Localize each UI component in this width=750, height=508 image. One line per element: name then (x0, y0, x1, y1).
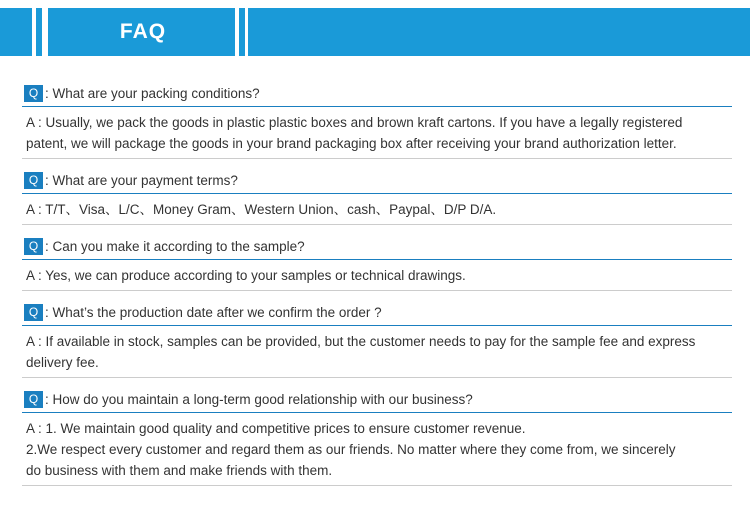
question-badge: Q (24, 304, 43, 321)
question-badge: Q (24, 238, 43, 255)
question-row (22, 80, 732, 107)
banner-segment (248, 8, 750, 56)
answer-block (22, 194, 732, 225)
answer-line: A : Yes, we can produce according to your samples or technical drawings. (26, 268, 466, 283)
answer-block (22, 260, 732, 291)
answer-line: A : Usually, we pack the goods in plastic plastic boxes and brown kraft cartons. If you have a legally registered (26, 115, 683, 130)
faq-item (22, 80, 732, 159)
faq-list (22, 80, 732, 494)
answer-block (22, 413, 732, 486)
faq-item (22, 299, 732, 378)
answer-block (22, 107, 732, 159)
question-text: : What are your packing conditions? (45, 85, 260, 101)
banner-segment (239, 8, 245, 56)
answer-line: A : If available in stock, samples can be provided, but the customer needs to pay for the sample fee and express (26, 334, 696, 349)
question-badge: Q (24, 85, 43, 102)
answer-line: A : 1. We maintain good quality and competitive prices to ensure customer revenue. (26, 421, 526, 436)
page-title: FAQ (119, 20, 167, 43)
question-badge: Q (24, 391, 43, 408)
question-row (22, 233, 732, 260)
question-badge: Q (24, 172, 43, 189)
answer-line: A : T/T、Visa、L/C、Money Gram、Western Union、cash、Paypal、D/P D/A. (26, 202, 497, 217)
answer-line: patent, we will package the goods in your brand packaging box after receiving your brand authorization letter. (26, 136, 677, 151)
question-text: : How do you maintain a long-term good relationship with our business? (45, 391, 473, 407)
answer-block (22, 326, 732, 378)
faq-item (22, 233, 732, 291)
question-text: : What’s the production date after we confirm the order ? (45, 304, 382, 320)
answer-line: do business with them and make friends with them. (26, 463, 333, 478)
question-row (22, 167, 732, 194)
question-row (22, 386, 732, 413)
faq-banner (0, 0, 750, 56)
answer-line: delivery fee. (26, 355, 99, 370)
banner-segment (36, 8, 42, 56)
answer-line: 2.We respect every customer and regard them as our friends. No matter where they come from, we sincerely (26, 442, 676, 457)
faq-item (22, 167, 732, 225)
question-text: : Can you make it according to the sample? (45, 238, 305, 254)
banner-segment (0, 8, 32, 56)
question-text: : What are your payment terms? (45, 172, 238, 188)
faq-item (22, 386, 732, 486)
question-row (22, 299, 732, 326)
